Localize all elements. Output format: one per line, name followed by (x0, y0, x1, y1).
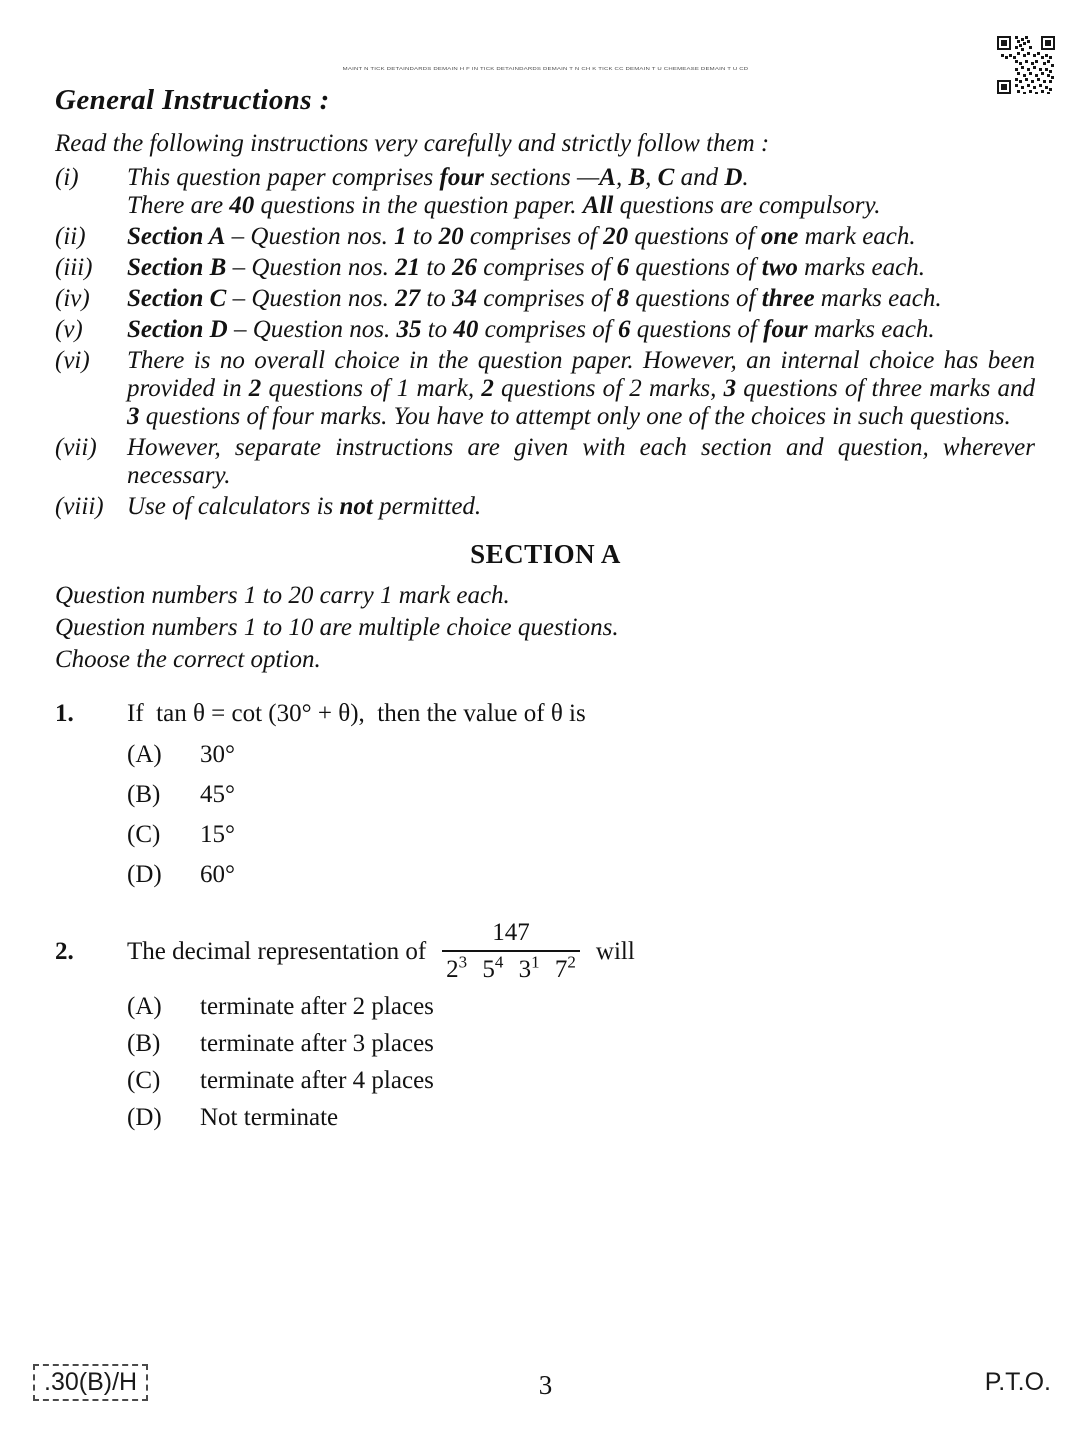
text-run: questions are compulsory. (613, 192, 881, 219)
general-instructions-list (55, 164, 1035, 521)
emphasis-text: not (339, 493, 373, 520)
text-run: comprises of (477, 285, 617, 312)
note-line: Choose the correct option. (55, 646, 321, 673)
text-run: marks each. (814, 285, 942, 312)
text-run: marks each. (807, 316, 935, 343)
text-run: questions in the question paper. (254, 192, 583, 219)
denominator-term: $7^2$ (554, 952, 576, 983)
emphasis-text: 8 (616, 285, 630, 312)
emphasis-text: Section B (127, 254, 227, 281)
emphasis-text: Section C (127, 285, 227, 312)
question-2 (55, 919, 1035, 1132)
text-run: comprises of (463, 223, 604, 250)
emphasis-text: 35 (396, 316, 422, 343)
emphasis-text: All (582, 192, 614, 219)
option-label: (D) (127, 1104, 162, 1131)
text-run: There is no overall choice in the question paper. However, an internal choice has been provided in (127, 347, 1035, 402)
option-row (127, 781, 1035, 809)
question-text-after: will (595, 937, 635, 965)
instruction-item-viii (55, 493, 1035, 521)
emphasis-text: 27 (395, 285, 421, 312)
emphasis-text: four (439, 164, 484, 191)
option-text: terminate after 4 places (200, 1067, 434, 1094)
page-number: 3 (538, 1370, 553, 1400)
emphasis-text: 21 (395, 254, 421, 281)
emphasis-text: 40 (453, 316, 479, 343)
section-a-title: SECTION A (470, 539, 621, 569)
text-run: permitted. (372, 493, 482, 520)
instruction-label: (ii) (55, 223, 86, 250)
text-run: to (421, 316, 454, 343)
question-number: 2. (55, 937, 74, 965)
option-text: terminate after 3 places (200, 1030, 434, 1057)
text-run: There are (127, 192, 230, 219)
text-run: , (645, 164, 658, 191)
instruction-label: (viii) (55, 493, 104, 520)
pto-label: P.T.O. (984, 1368, 1051, 1396)
emphasis-text: B (628, 164, 646, 191)
question-1-options (127, 741, 1035, 889)
emphasis-text: 3 (127, 403, 140, 430)
denominator-term: $3^1$ (518, 952, 540, 983)
emphasis-text: 40 (229, 192, 255, 219)
option-row (127, 741, 1035, 769)
emphasis-text: two (761, 254, 798, 281)
general-instructions-intro: Read the following instructions very carefully and strictly follow them : (55, 130, 770, 157)
instruction-text (127, 223, 1035, 251)
emphasis-text: 26 (452, 254, 478, 281)
option-label: (A) (127, 741, 162, 768)
emphasis-text: D (724, 164, 743, 191)
text-run: comprises of (478, 316, 618, 343)
emphasis-text: 34 (452, 285, 478, 312)
option-label: (A) (127, 993, 162, 1020)
text-run: questions of (629, 254, 762, 281)
text-run: – Question nos. (226, 254, 396, 281)
text-run: However, separate instructions are given with each section and question, wherever necessary. (127, 434, 1035, 489)
text-run: Use of calculators is (127, 493, 340, 520)
instruction-item-v (55, 316, 1035, 344)
option-text: 45° (200, 781, 235, 808)
emphasis-text: 1 (394, 223, 407, 250)
text-run: , (615, 164, 629, 191)
text-run: questions of four marks. You have to attempt only one of the choices in such questions. (139, 403, 1011, 430)
option-label: (C) (127, 821, 161, 848)
emphasis-text: 2 (248, 375, 262, 402)
instruction-label: (i) (55, 164, 79, 191)
question-number: 1. (55, 700, 74, 727)
emphasis-text: A (599, 164, 616, 191)
text-run: questions of 1 mark, (261, 375, 482, 402)
text-run: – Question nos. (226, 285, 396, 312)
fraction-numerator: 147 (492, 919, 530, 946)
option-row (127, 1067, 1035, 1095)
option-row (127, 1030, 1035, 1058)
instruction-item-ii (55, 223, 1035, 251)
text-run: . (742, 164, 749, 191)
text-run: questions of (630, 316, 764, 343)
option-row (127, 993, 1035, 1021)
instruction-label: (vii) (55, 434, 97, 461)
instruction-label: (iv) (55, 285, 90, 312)
instruction-item-vi (55, 347, 1035, 431)
option-text: terminate after 2 places (200, 993, 434, 1020)
option-row (127, 1104, 1035, 1132)
security-micro-text: MAINT N TICK DETAINDARDS DEMAIN H F IN TICK DETAINDARDS DEMAIN T N CH K TICK CC DEMAIN T U CHEMEASE DEMAIN T U CD (342, 66, 749, 72)
text-run: to (420, 285, 453, 312)
text-run: – Question nos. (227, 316, 397, 343)
option-label: (C) (127, 1067, 161, 1094)
note-line: Question numbers 1 to 20 carry 1 mark each. (55, 582, 510, 609)
text-run: – Question nos. (225, 223, 395, 250)
instruction-text (127, 347, 1035, 431)
text-run: sections — (483, 164, 600, 191)
instruction-item-vii (55, 434, 1035, 490)
denominator-term: $2^3$ (446, 952, 468, 983)
text-run: questions of (629, 285, 762, 312)
instruction-text (127, 316, 1035, 344)
emphasis-text: 3 (723, 375, 737, 402)
emphasis-text: 2 (481, 375, 494, 402)
text-run: questions of three marks and (736, 375, 1035, 402)
question-text: If tan θ = cot (30° + θ), then the value of θ is (127, 700, 586, 727)
emphasis-text: 20 (438, 223, 464, 250)
text-run: comprises of (477, 254, 617, 281)
instruction-text (127, 254, 1035, 282)
text-run: mark each. (798, 223, 916, 250)
option-row (127, 861, 1035, 889)
instruction-text (127, 493, 1035, 521)
emphasis-text: one (760, 223, 799, 250)
instruction-text (127, 285, 1035, 313)
option-text: 60° (200, 861, 235, 888)
question-text-before: The decimal representation of (127, 937, 427, 965)
instruction-item-iii (55, 254, 1035, 282)
question-2-options (127, 993, 1035, 1132)
option-label: (B) (127, 1030, 161, 1057)
emphasis-text: three (761, 285, 815, 312)
instruction-text (127, 164, 1035, 220)
emphasis-text: Section A (127, 223, 226, 250)
fraction-denominator (442, 950, 580, 984)
text-run: to (420, 254, 453, 281)
instruction-item-iv (55, 285, 1035, 313)
general-instructions-title: General Instructions : (55, 84, 330, 116)
paper-code-box: .30(B)/H (33, 1364, 148, 1401)
qr-code-icon (997, 36, 1055, 94)
emphasis-text: 6 (617, 316, 631, 343)
instruction-text (127, 434, 1035, 490)
question-1 (55, 700, 1035, 889)
denominator-term: $5^4$ (482, 952, 504, 983)
option-text: 30° (200, 741, 235, 768)
emphasis-text: four (763, 316, 808, 343)
option-row (127, 821, 1035, 849)
text-run: to (406, 223, 439, 250)
emphasis-text: 6 (616, 254, 630, 281)
text-run: questions of 2 marks, (493, 375, 724, 402)
option-label: (B) (127, 781, 161, 808)
emphasis-text: C (657, 164, 675, 191)
instruction-label: (iii) (55, 254, 93, 281)
section-a-notes (55, 580, 1035, 676)
text-run: questions of (628, 223, 761, 250)
emphasis-text: 20 (603, 223, 629, 250)
option-text: Not terminate (200, 1104, 339, 1131)
text-run: and (674, 164, 725, 191)
text-run: This question paper comprises (127, 164, 440, 191)
emphasis-text: Section D (127, 316, 228, 343)
option-text: 15° (200, 821, 235, 848)
text-run: marks each. (797, 254, 925, 281)
math-fraction (442, 919, 580, 984)
instruction-label: (vi) (55, 347, 90, 374)
instruction-item-i (55, 164, 1035, 220)
note-line: Question numbers 1 to 10 are multiple choice questions. (55, 614, 619, 641)
instruction-label: (v) (55, 316, 83, 343)
option-label: (D) (127, 861, 162, 888)
